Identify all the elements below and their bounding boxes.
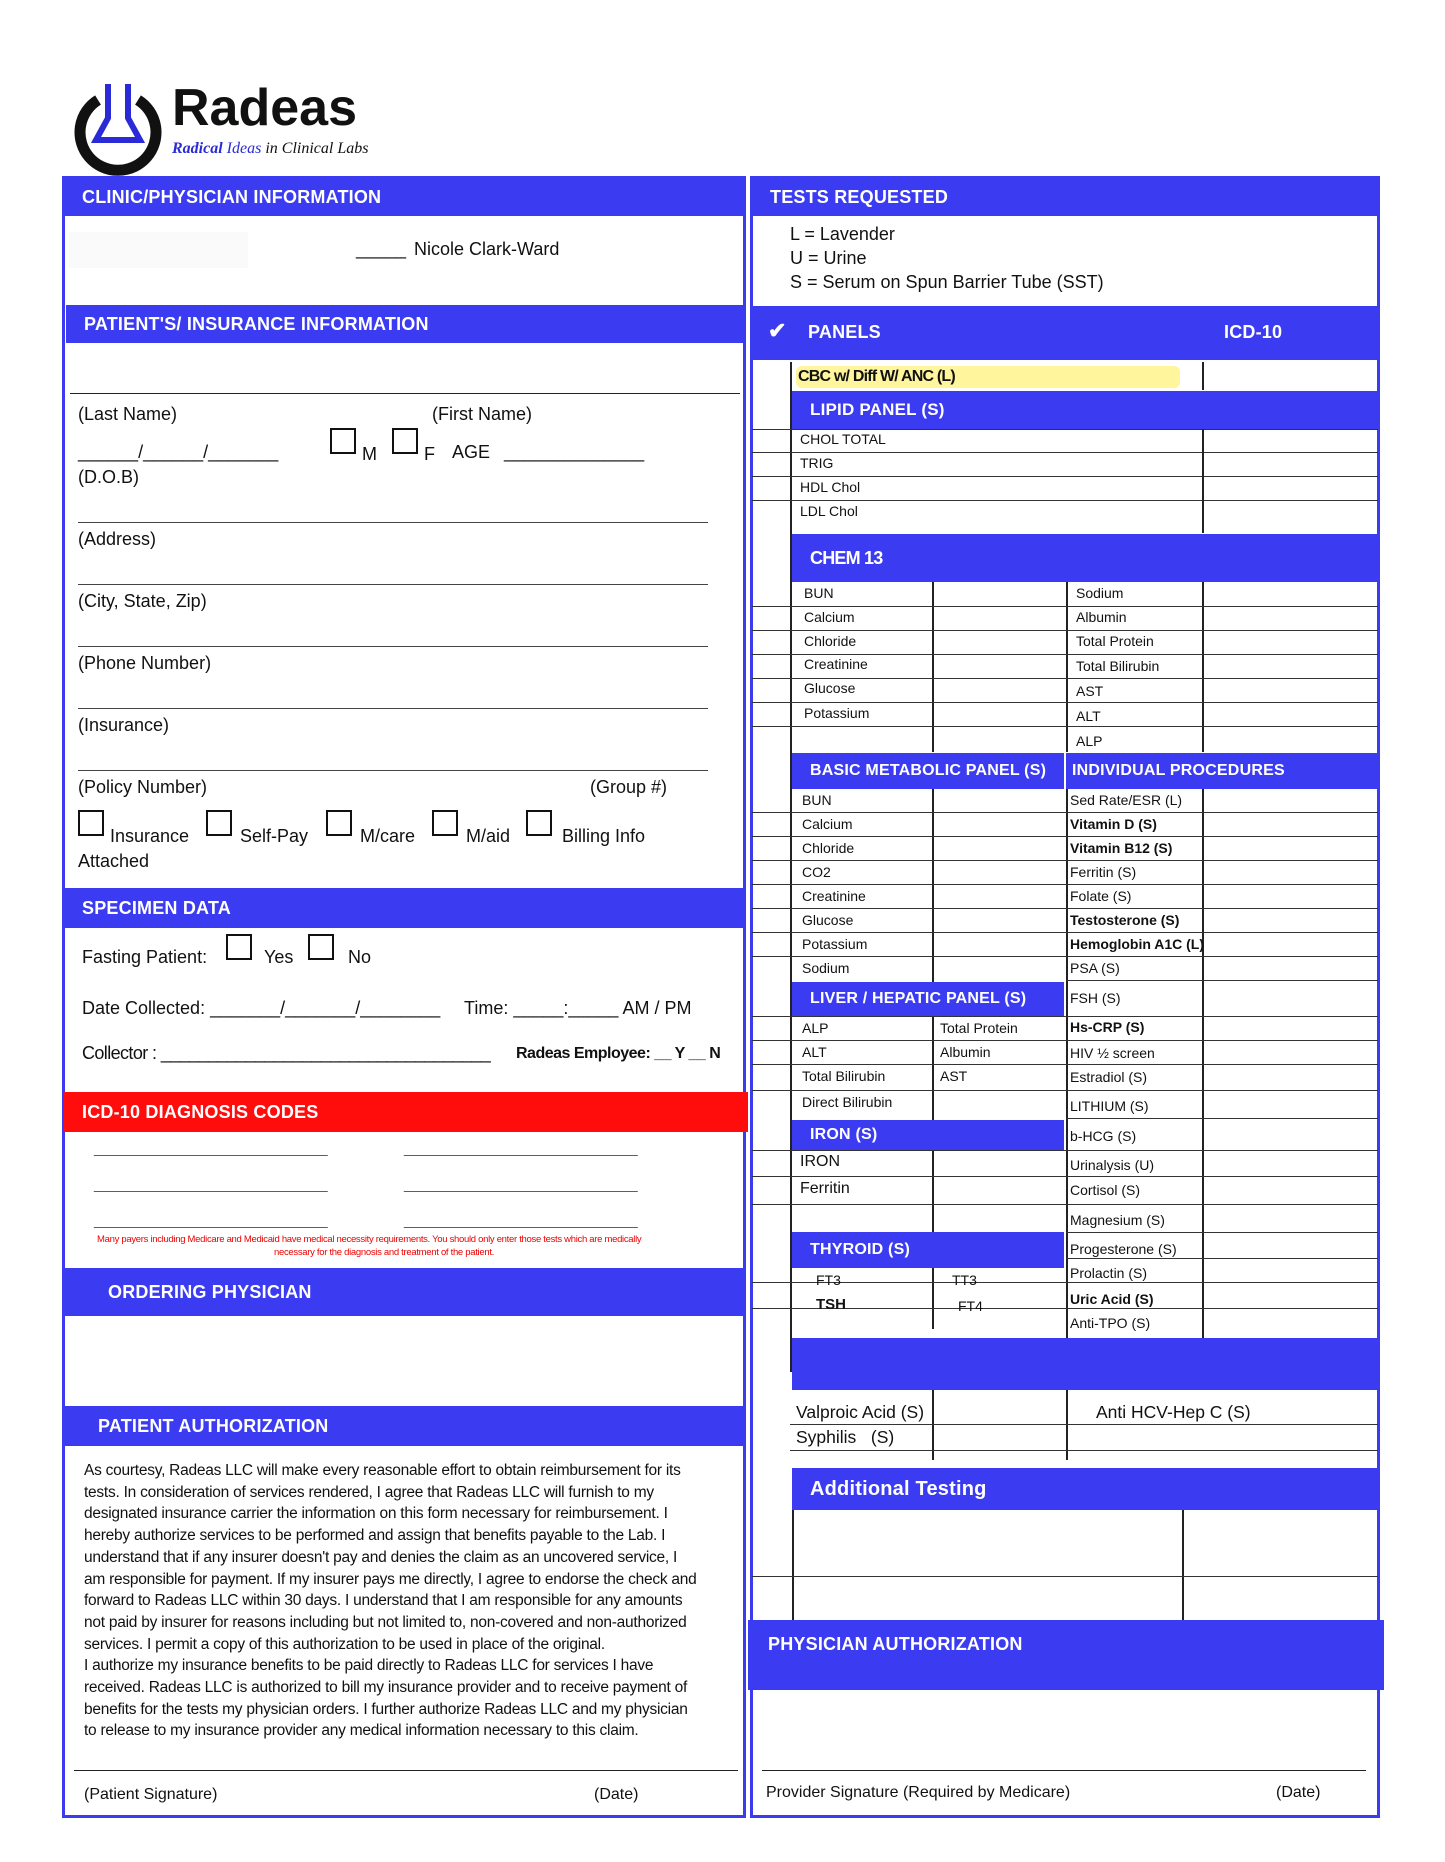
ind-testosterone[interactable]: Testosterone (S) (1070, 912, 1180, 928)
attached-label: Attached (78, 851, 150, 871)
ind-hemoglobin-a1c[interactable]: Hemoglobin A1C (L) (1070, 936, 1205, 952)
fasting-yes-label: Yes (264, 947, 294, 967)
phone-label: (Phone Number) (78, 653, 212, 673)
insurance-field[interactable] (78, 708, 708, 709)
patient-date-label: (Date) (594, 1786, 639, 1803)
age-label: AGE (452, 442, 491, 462)
authorization-text: As courtesy, Radeas LLC will make every reasonable effort to obtain reimbursement for its tests. In consideration of services rendered, I agree that Radeas LLC will furnish to my designated insurance carrier the information on this form necessary for reimbursement. I hereby authorize services to be performed and assign that benefits payable to the Lab. I understand that if any insurer doesn't pay and denies the claim as an uncovered service, I am responsible for payment. If my insurer pays me directly, I agree to endorse the check and forward to Radeas LLC within 30 days. I understand that I am responsible for any amounts not paid by insurer for reasons including but not limited to, non-covered and non-authorized services. I permit a copy of this authorization to be used in place of the original. I authorize my insurance benefits to be paid directly to Radeas LLC for services I have received. Radeas LLC is authorized to bill my insurance provider and to receive payment of benefits for the tests my physician orders. I further authorize Radeas LLC and my physician to release to my insurance provider any medical information necessary to this claim. (84, 1462, 697, 1740)
clinic-name-field[interactable] (68, 232, 248, 268)
icd-code-1[interactable]: ____________________________ (94, 1140, 328, 1157)
misc-anti-hcv[interactable]: Anti HCV-Hep C (S) (1096, 1402, 1251, 1422)
individual-header: INDIVIDUAL PROCEDURES (1066, 753, 1378, 789)
bmp-chloride[interactable]: Chloride (802, 840, 855, 856)
ind-urinalysis[interactable]: Urinalysis (U) (1070, 1157, 1154, 1173)
chem13-calcium[interactable]: Calcium (804, 609, 855, 625)
bmp-header: BASIC METABOLIC PANEL (S) (792, 753, 1064, 789)
group-label: (Group #) (590, 777, 668, 797)
chem13-chloride[interactable]: Chloride (804, 633, 857, 649)
specimen-header: SPECIMEN DATA (64, 888, 744, 928)
policy-field[interactable] (78, 770, 708, 771)
chem13-ast[interactable]: AST (1076, 683, 1104, 699)
panels-label: PANELS (808, 322, 881, 342)
bmp-calcium[interactable]: Calcium (802, 816, 853, 832)
chem13-glucose[interactable]: Glucose (804, 680, 856, 696)
ind-estradiol[interactable]: Estradiol (S) (1070, 1069, 1148, 1085)
ind-hiv[interactable]: HIV ½ screen (1070, 1045, 1155, 1061)
ind-fsh[interactable]: FSH (S) (1070, 990, 1121, 1006)
cbc-label: CBC w/ Diff W/ ANC (L) (798, 368, 955, 385)
billing-info-checkbox[interactable] (526, 810, 552, 836)
male-checkbox[interactable] (330, 428, 356, 454)
male-label: M (362, 444, 377, 464)
ind-vitamin-d[interactable]: Vitamin D (S) (1070, 816, 1157, 832)
bmp-creatinine[interactable]: Creatinine (802, 888, 866, 904)
self-pay-label: Self-Pay (240, 826, 309, 846)
liver-header: LIVER / HEPATIC PANEL (S) (792, 982, 1064, 1016)
medicaid-checkbox[interactable] (432, 810, 458, 836)
icd-header: ICD-10 DIAGNOSIS CODES (64, 1092, 748, 1132)
icd10-label: ICD-10 (1224, 322, 1283, 342)
self-pay-checkbox[interactable] (206, 810, 232, 836)
insurance-attached-checkbox[interactable] (78, 810, 104, 836)
panels-header (752, 306, 1378, 360)
iron-header: IRON (S) (792, 1120, 1064, 1150)
chem13-total-protein[interactable]: Total Protein (1076, 633, 1154, 649)
icd-code-6[interactable]: ____________________________ (404, 1212, 638, 1229)
lipid-ldl[interactable]: LDL Chol (800, 503, 858, 519)
ordering-physician-field[interactable] (70, 1320, 740, 1400)
thyroid-header: THYROID (S) (792, 1232, 1064, 1268)
patient-header: PATIENT'S/ INSURANCE INFORMATION (66, 305, 744, 343)
lipid-header: LIPID PANEL (S) (792, 391, 1378, 429)
bmp-sodium[interactable]: Sodium (802, 960, 850, 976)
ind-uric-acid[interactable]: Uric Acid (S) (1070, 1291, 1154, 1307)
last-name-label: (Last Name) (78, 404, 178, 424)
fasting-yes-checkbox[interactable] (226, 934, 252, 960)
bmp-bun[interactable]: BUN (802, 792, 832, 808)
female-label: F (424, 444, 435, 464)
fasting-no-label: No (348, 947, 372, 967)
provider-signature-label: Provider Signature (Required by Medicare) (766, 1784, 1071, 1801)
brand-name: Radeas (172, 79, 357, 137)
dob-blank[interactable]: ______/______/_______ (78, 442, 279, 462)
legend-serum: S = Serum on Spun Barrier Tube (SST) (790, 272, 1104, 292)
liver-total-bilirubin[interactable]: Total Bilirubin (802, 1068, 886, 1084)
icd-code-4[interactable]: ____________________________ (404, 1176, 638, 1193)
physician-auth-header: PHYSICIAN AUTHORIZATION (748, 1620, 1384, 1690)
policy-label: (Policy Number) (78, 777, 208, 797)
liver-albumin[interactable]: Albumin (940, 1044, 991, 1060)
ind-sed-rate[interactable]: Sed Rate/ESR (L) (1070, 792, 1183, 808)
fasting-no-checkbox[interactable] (308, 934, 334, 960)
first-name-label: (First Name) (432, 404, 532, 424)
chem13-creatinine[interactable]: Creatinine (804, 656, 868, 672)
iron-ferritin[interactable]: Ferritin (800, 1180, 850, 1197)
misc-syphilis[interactable]: Syphilis (S) (796, 1427, 895, 1447)
ind-psa[interactable]: PSA (S) (1070, 960, 1120, 976)
dob-label: (D.O.B) (78, 467, 139, 487)
ind-lithium[interactable]: LITHIUM (S) (1070, 1098, 1149, 1114)
thyroid-tt3[interactable]: TT3 (952, 1272, 977, 1288)
additional-testing-field[interactable] (796, 1514, 1176, 1614)
date-collected[interactable]: Date Collected: _______/_______/________ (82, 998, 441, 1018)
city-field[interactable] (78, 584, 708, 585)
lipid-trig[interactable]: TRIG (800, 455, 834, 471)
ind-cortisol[interactable]: Cortisol (S) (1070, 1182, 1141, 1198)
ind-hs-crp[interactable]: Hs-CRP (S) (1070, 1019, 1145, 1035)
address-label: (Address) (78, 529, 157, 549)
ind-anti-tpo[interactable]: Anti-TPO (S) (1070, 1315, 1151, 1331)
clinic-header: CLINIC/PHYSICIAN INFORMATION (64, 178, 744, 216)
liver-total-protein[interactable]: Total Protein (940, 1020, 1018, 1036)
medicare-label: M/care (360, 826, 416, 846)
chem13-potassium[interactable]: Potassium (804, 705, 870, 721)
provider-signature-field[interactable] (762, 1770, 1366, 1771)
blank-band (792, 1338, 1378, 1390)
logo-power-flask-icon (68, 78, 168, 178)
insurance-option-label: Insurance (110, 826, 190, 846)
patient-signature-label: (Patient Signature) (84, 1786, 218, 1803)
icd-code-2[interactable]: ____________________________ (404, 1140, 638, 1157)
insurance-label: (Insurance) (78, 715, 170, 735)
time-collected[interactable]: Time: _____:_____ AM / PM (464, 998, 692, 1018)
collector-field[interactable]: Collector : ___________________________________ (82, 1043, 491, 1063)
physician-name[interactable]: Nicole Clark-Ward (414, 239, 560, 259)
liver-direct-bilirubin[interactable]: Direct Bilirubin (802, 1094, 893, 1110)
lipid-hdl[interactable]: HDL Chol (800, 479, 861, 495)
radeas-employee[interactable]: Radeas Employee: __ Y __ N (516, 1045, 721, 1062)
physician-blank: _____ (356, 239, 407, 259)
check-icon: ✔ (768, 318, 787, 343)
icd-code-3[interactable]: ____________________________ (94, 1176, 328, 1193)
liver-ast[interactable]: AST (940, 1068, 968, 1084)
thyroid-tsh[interactable]: TSH (816, 1296, 846, 1313)
thyroid-ft4[interactable]: FT4 (958, 1298, 983, 1314)
radeas-logo (68, 78, 398, 178)
bmp-potassium[interactable]: Potassium (802, 936, 868, 952)
chem13-header: CHEM 13 (792, 534, 1378, 582)
provider-date-label: (Date) (1276, 1784, 1321, 1801)
brand-tagline: Radical Ideas in Clinical Labs (172, 140, 369, 157)
chem13-total-bilirubin[interactable]: Total Bilirubin (1076, 658, 1160, 674)
ind-prolactin[interactable]: Prolactin (S) (1070, 1265, 1148, 1281)
bmp-co2[interactable]: CO2 (802, 864, 831, 880)
chem13-alt[interactable]: ALT (1076, 708, 1101, 724)
tests-header: TESTS REQUESTED (752, 178, 1378, 216)
city-label: (City, State, Zip) (78, 591, 207, 611)
thyroid-ft3[interactable]: FT3 (816, 1272, 841, 1288)
chem13-sodium[interactable]: Sodium (1076, 585, 1124, 601)
medicare-checkbox[interactable] (326, 810, 352, 836)
legend-lavender: L = Lavender (790, 224, 895, 244)
ind-ferritin[interactable]: Ferritin (S) (1070, 864, 1137, 880)
liver-alp[interactable]: ALP (802, 1020, 829, 1036)
female-checkbox[interactable] (392, 428, 418, 454)
billing-info-label: Billing Info (562, 826, 646, 846)
ind-vitamin-b12[interactable]: Vitamin B12 (S) (1070, 840, 1173, 856)
bmp-glucose[interactable]: Glucose (802, 912, 854, 928)
misc-valproic[interactable]: Valproic Acid (S) (796, 1402, 925, 1422)
chem13-bun[interactable]: BUN (804, 585, 834, 601)
icd-code-5[interactable]: ____________________________ (94, 1212, 328, 1229)
lipid-chol[interactable]: CHOL TOTAL (800, 431, 886, 447)
address-field[interactable] (78, 522, 708, 523)
ind-b-hcg[interactable]: b-HCG (S) (1070, 1128, 1137, 1144)
ind-folate[interactable]: Folate (S) (1070, 888, 1132, 904)
legend-urine: U = Urine (790, 248, 867, 268)
ind-progesterone[interactable]: Progesterone (S) (1070, 1241, 1177, 1257)
ordering-header: ORDERING PHYSICIAN (64, 1268, 744, 1316)
icd-disclaimer-2: necessary for the diagnosis and treatment of the patient. (274, 1247, 495, 1258)
patient-signature-field[interactable] (74, 1770, 738, 1771)
liver-alt[interactable]: ALT (802, 1044, 827, 1060)
phone-field[interactable] (78, 646, 708, 647)
ind-magnesium[interactable]: Magnesium (S) (1070, 1212, 1165, 1228)
chem13-albumin[interactable]: Albumin (1076, 609, 1127, 625)
icd-disclaimer-1: Many payers including Medicare and Medicaid have medical necessity requirements. You should only enter those tests which are medically (97, 1234, 642, 1245)
patient-auth-header: PATIENT AUTHORIZATION (64, 1406, 744, 1446)
age-blank[interactable]: ______________ (504, 442, 645, 462)
medicaid-label: M/aid (466, 826, 511, 846)
fasting-label: Fasting Patient: (82, 947, 208, 967)
additional-testing-header: Additional Testing (792, 1468, 1378, 1510)
iron-iron[interactable]: IRON (800, 1153, 840, 1170)
chem13-alp[interactable]: ALP (1076, 733, 1103, 749)
